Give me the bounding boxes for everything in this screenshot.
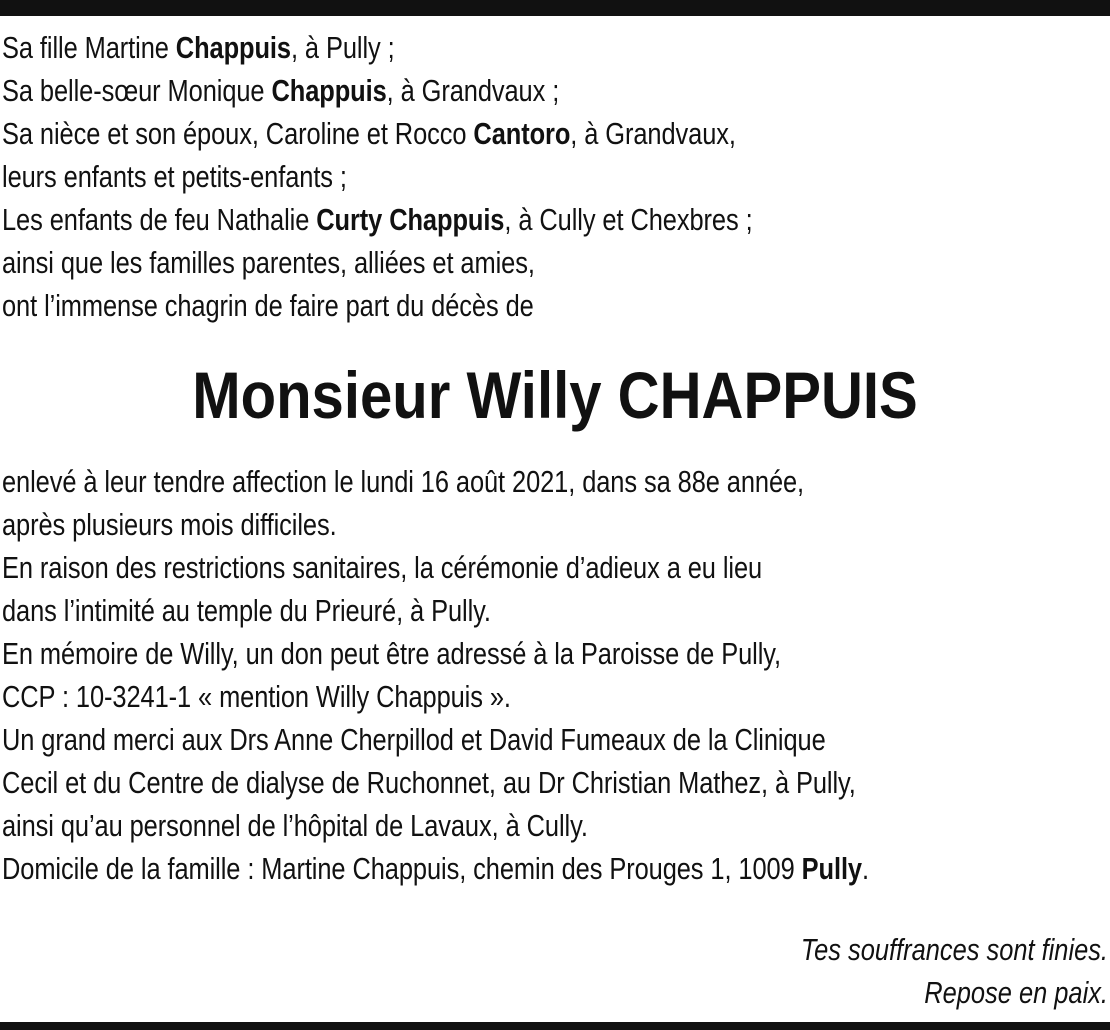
- line-text: Sa fille Martine: [2, 30, 176, 65]
- body-line: [2, 460, 909, 503]
- line-text: Les enfants de feu Nathalie: [2, 202, 317, 237]
- closing-verse: [408, 928, 1108, 1014]
- body-line: [2, 503, 909, 546]
- intro-line: [2, 69, 909, 112]
- body-line: [2, 761, 909, 804]
- deceased-name: Monsieur Willy CHAPPUIS: [192, 358, 918, 432]
- line-text: enlevé à leur tendre affection le lundi 16 août 2021, dans sa 88e année,: [2, 464, 805, 499]
- intro-line: [2, 26, 909, 69]
- body-line: [2, 804, 909, 847]
- intro-line: [2, 241, 909, 284]
- line-text: Domicile de la famille : Martine Chappuis, chemin des Prouges 1, 1009: [2, 851, 802, 886]
- line-text: Un grand merci aux Drs Anne Cherpillod et David Fumeaux de la Clinique: [2, 722, 826, 757]
- intro-line: [2, 284, 909, 327]
- body-line: [2, 675, 909, 718]
- body-line: [2, 546, 909, 589]
- closing-line: Tes souffrances sont finies.: [800, 932, 1108, 967]
- top-rule: [0, 0, 1110, 16]
- bold-name: Chappuis: [175, 30, 291, 65]
- line-text: .: [861, 851, 869, 886]
- line-text: , à Cully et Chexbres ;: [504, 202, 753, 237]
- line-text: En mémoire de Willy, un don peut être adressé à la Paroisse de Pully,: [2, 636, 781, 671]
- intro-line: [2, 112, 909, 155]
- closing-line: Repose en paix.: [924, 975, 1108, 1010]
- line-text: Sa nièce et son époux, Caroline et Rocco: [2, 116, 474, 151]
- bold-name: Curty Chappuis: [316, 202, 505, 237]
- line-text: , à Grandvaux ;: [386, 73, 560, 108]
- line-text: Sa belle-sœur Monique: [2, 73, 272, 108]
- bold-name: Chappuis: [271, 73, 387, 108]
- intro-line: [2, 155, 909, 198]
- line-text: leurs enfants et petits-enfants ;: [2, 159, 347, 194]
- line-text: ainsi que les familles parentes, alliées et amies,: [2, 245, 535, 280]
- line-text: ont l’immense chagrin de faire part du décès de: [2, 288, 534, 323]
- line-text: Cecil et du Centre de dialyse de Ruchonnet, au Dr Christian Mathez, à Pully,: [2, 765, 856, 800]
- obituary-details: [2, 460, 1108, 890]
- line-text: En raison des restrictions sanitaires, la cérémonie d’adieux a eu lieu: [2, 550, 763, 585]
- intro-line: [2, 198, 909, 241]
- line-text: , à Pully ;: [290, 30, 395, 65]
- line-text: , à Grandvaux,: [570, 116, 736, 151]
- line-text: après plusieurs mois difficiles.: [2, 507, 337, 542]
- line-text: dans l’intimité au temple du Prieuré, à Pully.: [2, 593, 491, 628]
- body-line: [2, 718, 909, 761]
- body-line: [2, 847, 909, 890]
- bold-name: Pully: [801, 851, 862, 886]
- line-text: ainsi qu’au personnel de l’hôpital de Lavaux, à Cully.: [2, 808, 588, 843]
- line-text: CCP : 10-3241-1 « mention Willy Chappuis ».: [2, 679, 511, 714]
- family-announcement: [2, 26, 1108, 327]
- bold-name: Cantoro: [473, 116, 571, 151]
- body-line: [2, 632, 909, 675]
- bottom-rule: [0, 1022, 1110, 1030]
- body-line: [2, 589, 909, 632]
